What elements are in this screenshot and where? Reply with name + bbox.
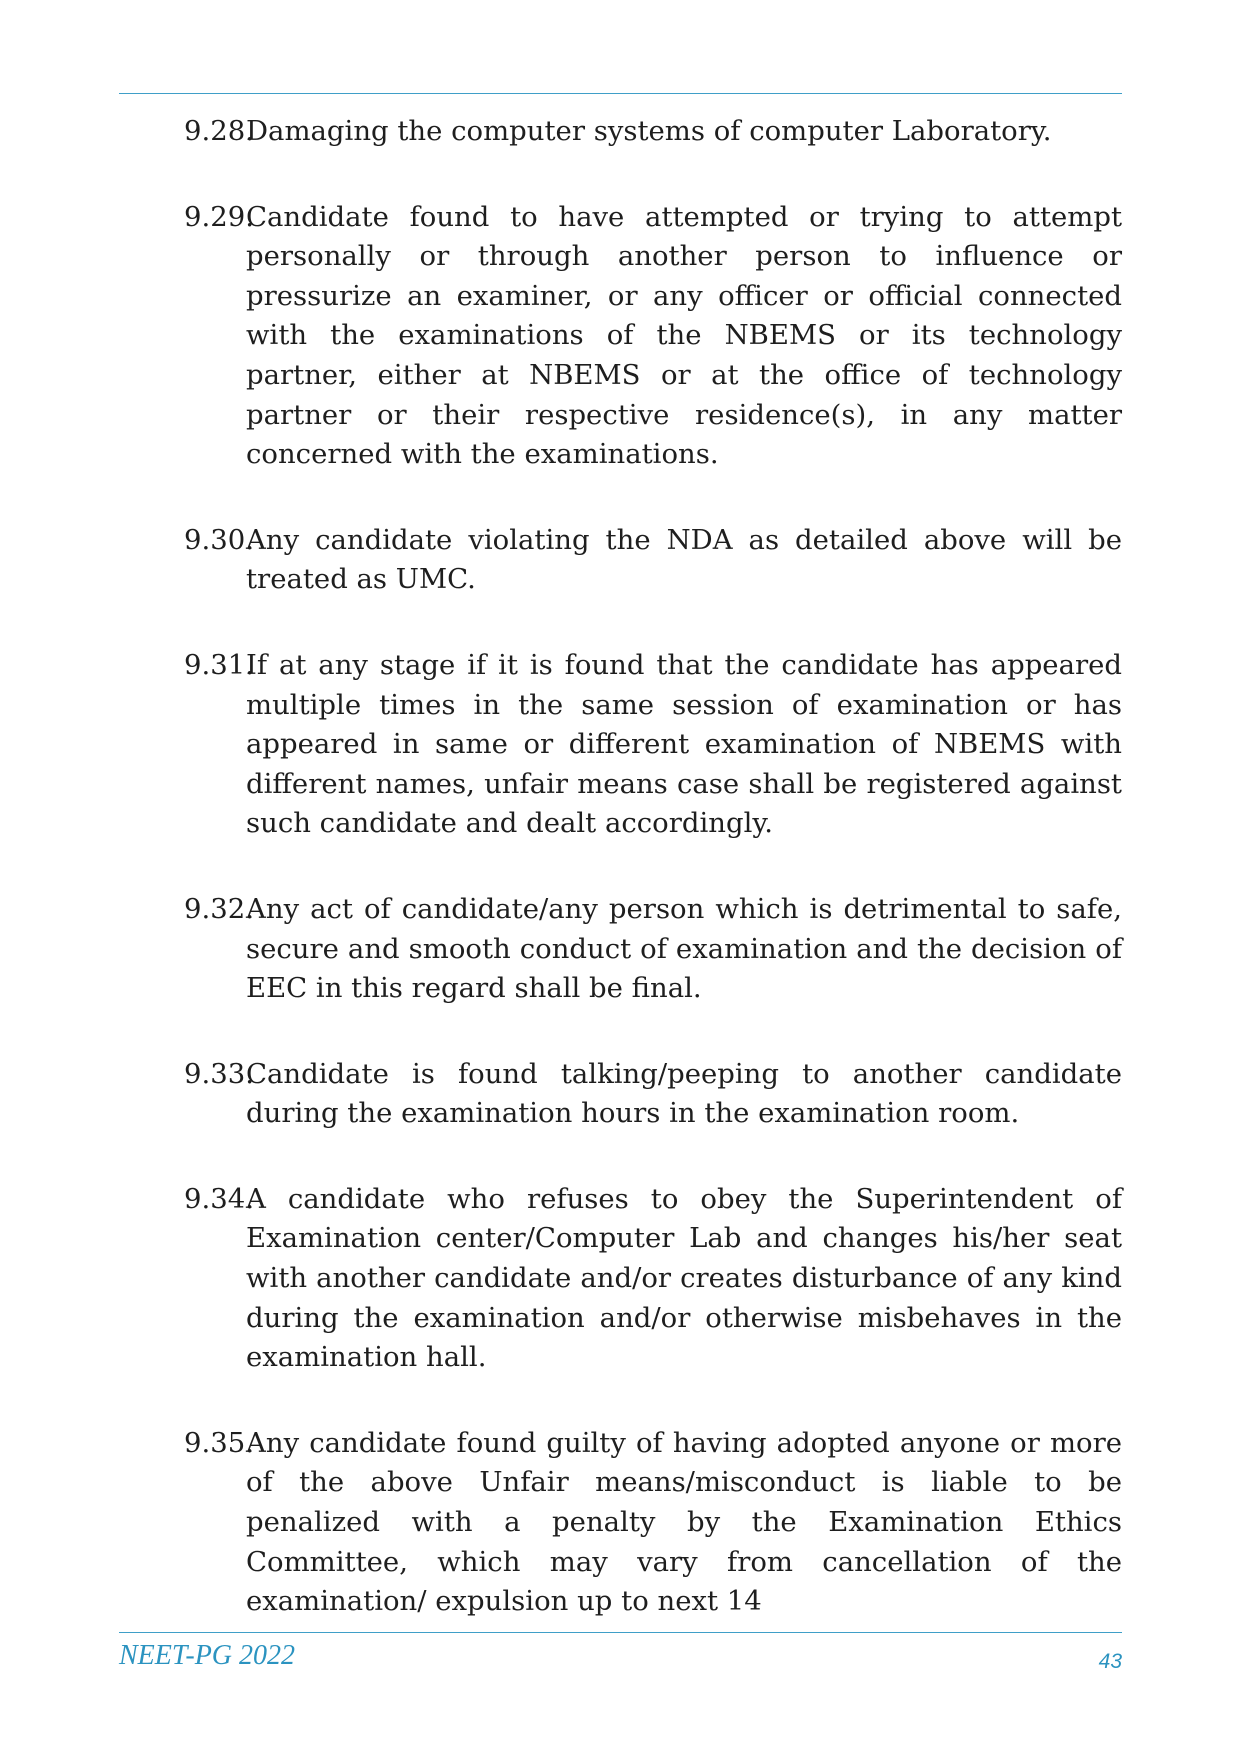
list-item-9-29 [184, 198, 1122, 475]
item-number: 9.35. [184, 1426, 254, 1459]
document-body [184, 112, 1122, 1668]
item-text: Candidate found to have attempted or trying to attempt personally or through another person to influence or pressurize an examiner, or any officer or official connected with the examinations of the NBEMS or its technology partner, either at NBEMS or at the office of technology partner or their respective residence(s), in any matter concerned with the examinations. [246, 200, 1122, 471]
page-number: 43 [1098, 1650, 1122, 1673]
item-text: Candidate is found talking/peeping to another candidate during the examination hours in the examination room. [246, 1057, 1122, 1130]
list-item-9-31 [184, 646, 1122, 844]
item-text: Any act of candidate/any person which is detrimental to safe, secure and smooth conduct of examination and the decision of EEC in this regard shall be final. [246, 892, 1122, 1005]
item-text: Any candidate found guilty of having adopted anyone or more of the above Unfair means/misconduct is liable to be penalized with a penalty by the Examination Ethics Committee, which may vary from cancellation of the examination/ expulsion up to next 14 [246, 1426, 1122, 1618]
header-rule [119, 93, 1122, 94]
item-number: 9.34. [184, 1182, 254, 1215]
item-number: 9.31. [184, 648, 254, 681]
list-item-9-32 [184, 890, 1122, 1009]
item-number: 9.28. [184, 115, 254, 147]
item-number: 9.30. [184, 523, 254, 556]
list-item-9-35 [184, 1424, 1122, 1622]
item-number: 9.32. [184, 892, 254, 925]
item-text: If at any stage if it is found that the candidate has appeared multiple times in the same session of examination or has appeared in same or different examination of NBEMS with different names, unfair means case shall be registered against such candidate and dealt accordingly. [246, 648, 1122, 840]
item-number: 9.33. [184, 1057, 254, 1090]
item-text: A candidate who refuses to obey the Superintendent of Examination center/Computer Lab and changes his/her seat with another candidate and/or creates disturbance of any kind during the examination and/or otherwise misbehaves in the examination hall. [246, 1182, 1122, 1374]
list-item-9-33 [184, 1055, 1122, 1134]
item-text: Damaging the computer systems of computer Laboratory. [246, 115, 1052, 147]
item-number: 9.29. [184, 200, 254, 233]
item-text: Any candidate violating the NDA as detailed above will be treated as UMC. [246, 523, 1122, 596]
footer-title: NEET-PG 2022 [119, 1640, 296, 1671]
footer-rule [119, 1632, 1122, 1633]
list-item-9-34 [184, 1180, 1122, 1378]
list-item-9-30 [184, 521, 1122, 600]
list-item-9-28 [184, 112, 1122, 152]
